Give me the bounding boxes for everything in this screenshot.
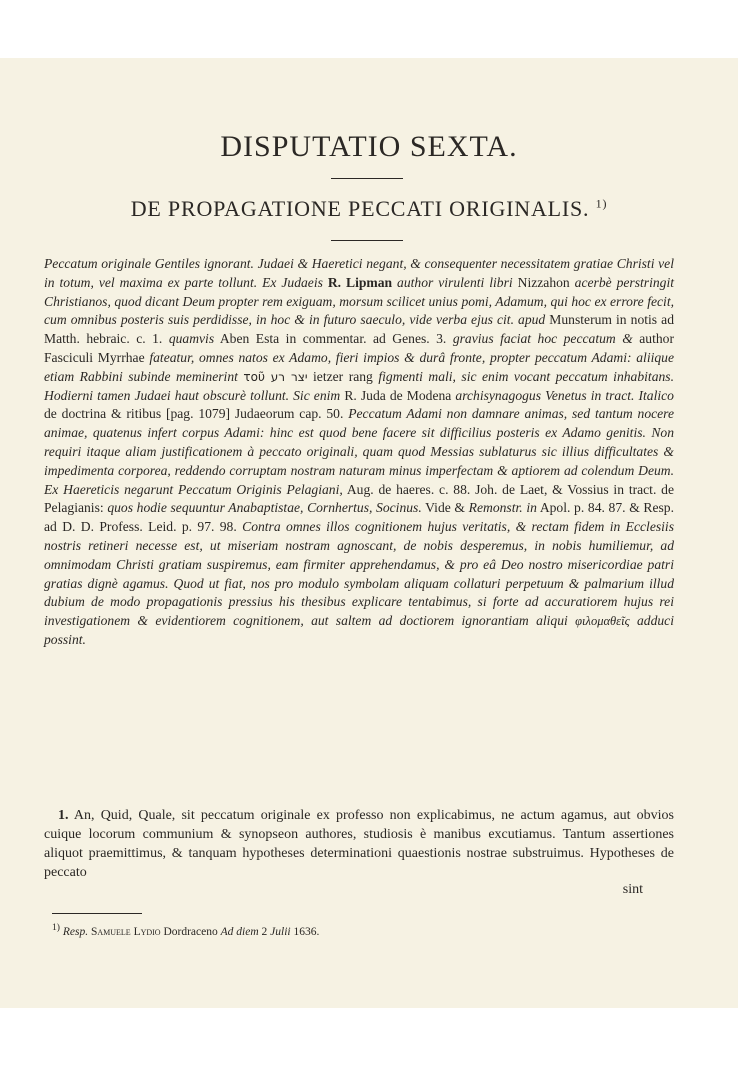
catchword: sint	[622, 882, 643, 897]
intro-text: Aug. de haeres. c. 88. Joh. de Laet, & Vossius in tract. de Pelagianis:	[44, 481, 675, 516]
subtitle-divider	[331, 240, 403, 241]
intro-text: figmenti mali, sic enim vocant peccatum inhabitans. Hodierni tamen Judaei haut obscurè tollunt. Sic enim	[44, 368, 674, 403]
intro-text: fateatur, omnes natos ex Adamo, fieri impios & durâ fronte, propter peccatum Adami: aliique etiam Rabbini subinde meminerint	[44, 349, 674, 384]
intro-text: Munsterum in notis ad Matth. hebraic. c. 1.	[44, 312, 674, 347]
intro-text: Remonstr. in	[468, 500, 537, 516]
intro-text: Peccatum Adami non damnare animas, sed tantum nocere animae, quatenus infert corpus Adami: hinc est quod bene facere sit difficilius posteris ex Adamo genitis. Non requiri itaque aliam justificationem à peccato originali, quam quod Messias sublaturus sic illius difficultates & impedimenta corporea, reddendo corruptam nostram naturam minus imperfectam & aptiorem ad colendum Deum. Ex Haereticis negarunt Peccatum Originis Pelagiani,	[44, 406, 674, 497]
intro-text: author Fasciculi Myrrhae	[44, 331, 674, 365]
page-subtitle	[0, 196, 738, 222]
intro-text: author virulenti libri	[397, 274, 513, 290]
intro-text: ietzer rang	[313, 368, 373, 384]
thesis-number: 1.	[58, 808, 69, 823]
intro-text: Contra omnes illos cognitionem hujus veritatis, & rectam fidem in Ecclesiis nostris retineri necesse est, ut miseriam nostram agnoscant, de nobis desperemus, in nobis humiliemur, ad omnimodam Christi gratiam suspiremus, eam firmiter apprehendamus, & pro eâ Deo nostro misericordiae patri gratias dignè agamus. Quod ut fiat, nos pro modulo symbolam aliquam collaturi perpetuum & palmarium illud dubium de modo propagationis pressius his thesibus explicare tentabimus, si forte ad accuratiorem hujus rei investigationem & evidentiorem cognitionem, aut saltem ad doctiorem ignorantiam aliqui	[44, 519, 674, 629]
intro-text: Nizzahon	[517, 274, 570, 290]
intro-text: Aben Esta in commentar. ad Genes. 3.	[219, 331, 447, 347]
footnote-mark: 1)	[52, 922, 60, 933]
footnote-name: Samuele Lydio	[90, 925, 161, 938]
hebrew-term: τοῦ יצר רע	[243, 369, 308, 384]
intro-text: adduci possint.	[44, 613, 674, 647]
footnote	[52, 922, 319, 938]
footnote-resp: Resp.	[62, 925, 89, 938]
title-divider	[331, 178, 403, 179]
intro-text: archisynagogus Venetus in tract. Italico	[455, 387, 674, 403]
footnote-divider	[52, 913, 142, 914]
intro-paragraph	[44, 255, 674, 650]
intro-text: R. Juda de Modena	[344, 387, 452, 403]
intro-text: R. Lipman	[327, 274, 393, 290]
intro-text: Apol. p. 84. 87. & Resp. ad D. D. Profess. Leid. p. 97. 98.	[44, 500, 674, 535]
footnote-place: Dordraceno	[163, 925, 218, 938]
footnote-month: Julii	[270, 925, 291, 938]
thesis-paragraph	[44, 806, 674, 882]
intro-text: Vide &	[425, 500, 466, 516]
page-title: DISPUTATIO SEXTA.	[220, 130, 518, 163]
intro-text: de doctrina & ritibus [pag. 1079] Judaeorum cap. 50.	[44, 406, 344, 422]
intro-text: quamvis	[168, 331, 215, 347]
footnote-year: 1636.	[293, 925, 320, 938]
subtitle-text: DE PROPAGATIONE PECCATI ORIGINALIS.	[130, 196, 590, 221]
intro-text: Peccatum originale Gentiles ignorant. Judaei & Haeretici negant, & consequenter necessitatem gratiae Christi vel in totum, vel maxima ex parte tollunt. Ex Judaeis	[44, 256, 674, 290]
intro-text: acerbè perstringit Christianos, quod dicant Deum propter rem exiguam, morsum scilicet unius pomi, Adamum, qui hoc ex errore fecit, cum omnibus posteris suis perdidisse, in hoc & in futuro saeculo, vide verba ejus cit. apud	[44, 274, 675, 328]
thesis-text: An, Quid, Quale, sit peccatum originale ex professo non explicabimus, ne actum agamus, aut obvios cuique locorum communium & synopseon authores, studiosis è manibus excutiamus. Tantum assertiones aliquot praemittimus, & tanquam hypotheses determinationi quaestionis nostrae substruimus. Hypotheses de peccato	[44, 808, 674, 880]
intro-text: gravius faciat hoc peccatum &	[452, 331, 633, 347]
intro-text: quos hodie sequuntur Anabaptistae, Cornhertus, Socinus.	[107, 500, 422, 516]
footnote-reference: 1)	[595, 196, 608, 211]
greek-term: φιλομαθεῖς	[575, 614, 630, 629]
footnote-ad-diem: Ad diem	[220, 925, 259, 938]
footnote-day: 2	[261, 925, 268, 938]
